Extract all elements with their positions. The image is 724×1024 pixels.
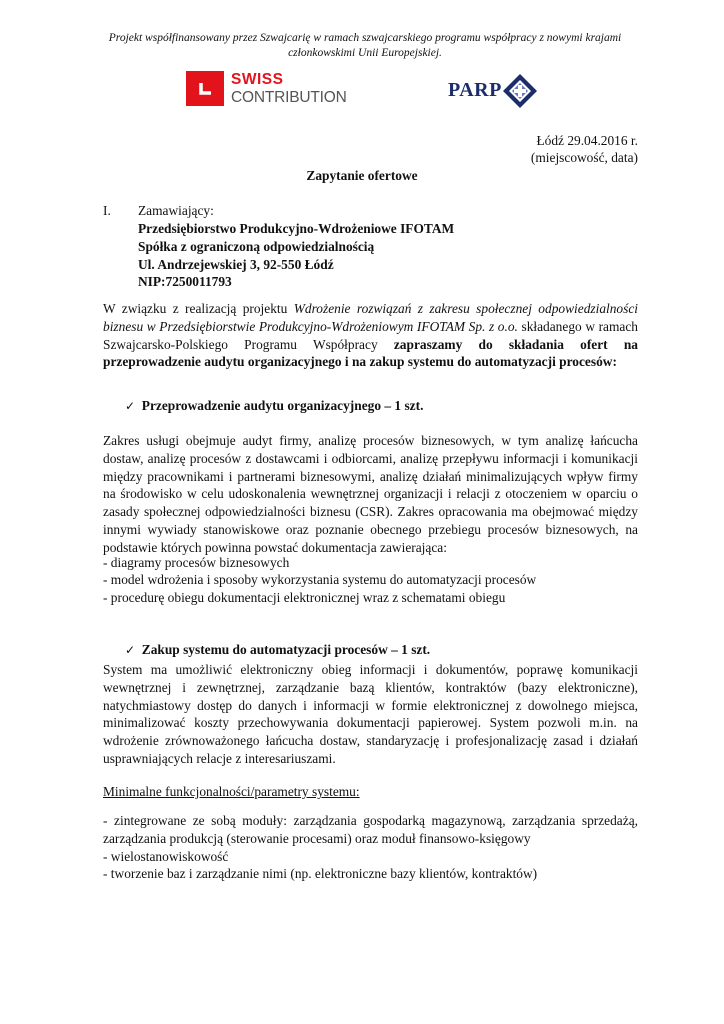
item2-title: Zakup systemu do automatyzacji procesów – 1 szt. [141,642,431,657]
parp-emblem-icon [502,73,538,109]
item1-body: Zakres usługi obejmuje audyt firmy, analizę procesów biznesowych, w tym analizę łańcucha dostaw, analizę procesów z dostawcami i odbiorcami, analizę przepływu informacji i komunikacji między pracownikami i partnerami biznesowymi, analizę działań minimalizujących wpływ firmy na środowisko w celu udoskonalenia wewnętrznej organizacji i relacji z otoczeniem w oparciu o zasady społecznej odpowiedzialności biznesu (CSR). Zakres opracowania ma obejmować między innymi wywiady stanowiskowe oraz poznanie obecnego przebiegu procesów biznesowych, na podstawie których powinna powstać dokumentacja zawierająca: [103,433,638,555]
intro-text-1: W związku z realizacją projektu [103,301,294,316]
min-functionalities-modules: - zintegrowane ze sobą moduły: zarządzania gospodarką magazynową, zarządzania sprzedażą, zarządzania produkcją (sterowanie procesami) oraz moduł finansowo-księgowy [103,813,638,846]
item1-heading [125,397,423,416]
intro-project-name: Wdrożenie rozwiązań z zakresu społecznej odpowiedzialności biznesu w Przedsiębiorstwie Produkcyjno-Wdrożeniowym IFOTAM Sp. z o.o. [103,301,638,334]
intro-paragraph [103,300,638,371]
swiss-flag-icon [186,71,224,106]
document-title: Zapytanie ofertowe [306,168,418,183]
place-date-caption: (miejscowość, data) [530,150,638,165]
item2-heading [125,641,430,660]
logo-text-swiss: SWISS [231,71,284,88]
intro-invitation: zapraszamy do składania ofert na przeprowadzenie audytu organizacyjnego i na zakup systemu do automatyzacji procesów: [103,336,638,370]
orderer-name: Przedsiębiorstwo Produkcyjno-Wdrożeniowe IFOTAM [138,221,455,236]
orderer-address: Ul. Andrzejewskiej 3, 92-550 Łódź [138,257,334,272]
checkmark-icon: ✓ [125,399,136,413]
item1-list-item-2: - model wdrożenia i sposoby wykorzystania systemu do automatyzacji procesów [103,572,537,587]
intro-text-2: składanego w ramach Szwajcarsko-Polskiego Programu Współpracy [103,318,638,352]
section-label: Zamawiający: [138,203,214,218]
section-number: I. [103,203,111,218]
item1-list-item-3: - procedurę obiegu dokumentacji elektronicznej wraz z schematami obiegu [103,590,506,605]
min-list-item-2: - tworzenie baz i zarządzanie nimi (np. elektroniczne bazy klientów, kontraktów) [103,866,538,881]
item1-title: Przeprowadzenie audytu organizacyjnego – 1 szt. [141,398,424,413]
logo-text-contribution: CONTRIBUTION [231,89,347,106]
min-functionalities-heading: Minimalne funkcjonalności/parametry systemu: [103,784,360,799]
item2-body: System ma umożliwić elektroniczny obieg informacji i dokumentów, poprawę komunikacji wewnętrznej i zewnętrznej, zarządzanie bazą klientów, kontraktów (bazy elektroniczne), natychmiastowy dostęp do danych i informacji w formie elektronicznej z dowolnego miejsca, minimalizować koszty przechowywania dokumentacji papierowej. System pozwoli m.in. na wdrożenie zrównoważonego łańcucha dostaw, standaryzację i profesjonalizację zasad i działań usprawniających relacje z interesariuszami. [103,662,638,766]
min-list-item-1: - wielostanowiskowość [103,849,229,864]
orderer-nip: NIP:7250011793 [138,274,232,289]
item1-list-item-1: - diagramy procesów biznesowych [103,555,290,570]
cofinancing-note: Projekt współfinansowany przez Szwajcarię w ramach szwajcarskiego programu współpracy z nowymi krajami członkowskimi Unii Europejskiej. [108,32,622,59]
logo-text-parp: PARP [448,79,502,101]
orderer-company: Spółka z ograniczoną odpowiedzialnością [138,239,375,254]
checkmark-icon: ✓ [125,643,136,657]
place-date: Łódź 29.04.2016 r. [536,133,638,148]
parp-logo [448,73,540,109]
swiss-contribution-logo [186,71,346,109]
